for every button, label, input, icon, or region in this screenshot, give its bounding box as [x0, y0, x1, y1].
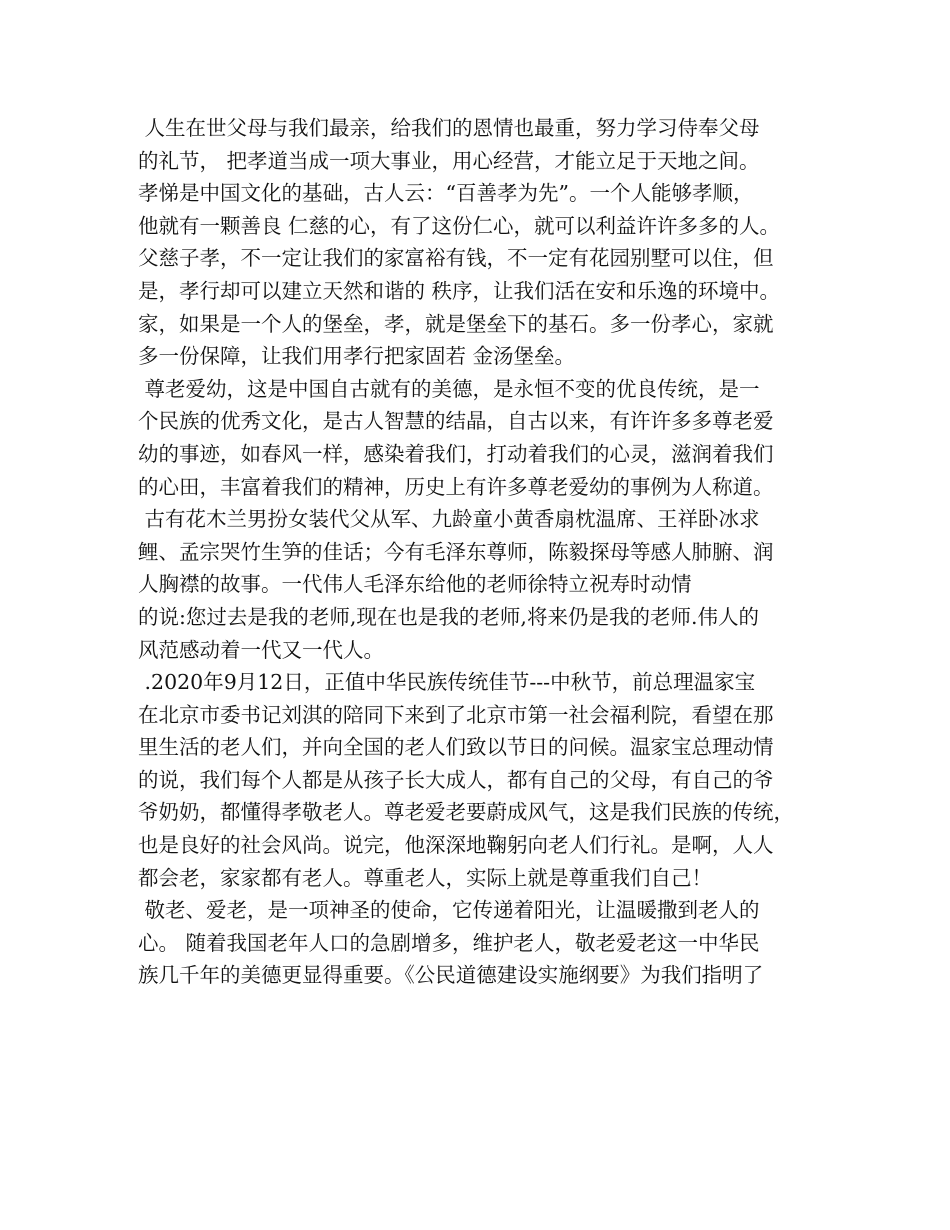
body-text [138, 112, 828, 992]
text-line: 也是良好的社会风尚。说完，他深深地鞠躬向老人们行礼。是啊，人人 [138, 833, 774, 858]
text-line: 多一份保障，让我们用孝行把家固若 金汤堡垒。 [138, 344, 576, 369]
text-line: 鲤、孟宗哭竹生笋的佳话；今有毛泽东尊师，陈毅探母等感人肺腑、润 [138, 539, 774, 564]
text-line: 家，如果是一个人的堡垒，孝，就是堡垒下的基石。多一份孝心，家就 [138, 311, 774, 336]
text-line: 爷奶奶，都懂得孝敬老人。尊老爱老要蔚成风气，这是我们民族的传统， [138, 800, 794, 825]
text-line: 幼的事迹，如春风一样，感染着我们，打动着我们的心灵，滋润着我们 [138, 441, 774, 466]
text-line: 的说，我们每个人都是从孩子长大成人，都有自己的父母，有自己的爷 [138, 767, 774, 792]
text-line: 的礼节， 把孝道当成一项大事业，用心经营，才能立足于天地之间。 [138, 148, 760, 173]
text-line: 心。 随着我国老年人口的急剧增多，维护老人，敬老爱老这一中华民 [138, 930, 760, 955]
text-line: 尊老爱幼，这是中国自古就有的美德，是永恒不变的优良传统，是一 [138, 376, 760, 401]
text-line: 古有花木兰男扮女装代父从军、九龄童小黄香扇枕温席、王祥卧冰求 [138, 507, 760, 532]
text-line: 风范感动着一代又一代人。 [138, 637, 384, 662]
text-line: 族几千年的美德更显得重要。《公民道德建设实施纲要》为我们指明了 [138, 963, 764, 988]
text-line: 在北京市委书记刘淇的陪同下来到了北京市第一社会福利院，看望在那 [138, 702, 774, 727]
text-line: .2020年9月12日，正值中华民族传统佳节---中秋节，前总理温家宝 [138, 670, 756, 695]
text-line: 人生在世父母与我们最亲，给我们的恩情也最重，努力学习侍奉父母 [138, 116, 760, 140]
text-line: 的说:您过去是我的老师,现在也是我的老师,将来仍是我的老师.伟人的 [138, 604, 759, 629]
text-line: 的心田，丰富着我们的精神，历史上有许多尊老爱幼的事例为人称道。 [138, 474, 774, 499]
text-line: 个民族的优秀文化，是古人智慧的结晶，自古以来，有许许多多尊老爱 [138, 409, 774, 434]
text-line: 里生活的老人们，并向全国的老人们致以节日的问候。温家宝总理动情 [138, 735, 774, 760]
text-line: 是，孝行却可以建立天然和谐的 秩序，让我们活在安和乐逸的环境中。 [138, 278, 781, 303]
text-line: 人胸襟的故事。一代伟人毛泽东给他的老师徐特立祝寿时动情 [138, 572, 692, 597]
text-line: 他就有一颗善良 仁慈的心，有了这份仁心，就可以利益许许多多的人。 [138, 213, 781, 238]
text-line: 孝悌是中国文化的基础，古人云：“百善孝为先”。一个人能够孝顺， [138, 181, 754, 206]
text-line: 都会老，家家都有老人。尊重老人，实际上就是尊重我们自己！ [138, 865, 712, 890]
text-line: 敬老、爱老，是一项神圣的使命，它传递着阳光，让温暖撒到老人的 [138, 898, 760, 923]
text-line: 父慈子孝，不一定让我们的家富裕有钱，不一定有花园别墅可以住，但 [138, 246, 774, 271]
